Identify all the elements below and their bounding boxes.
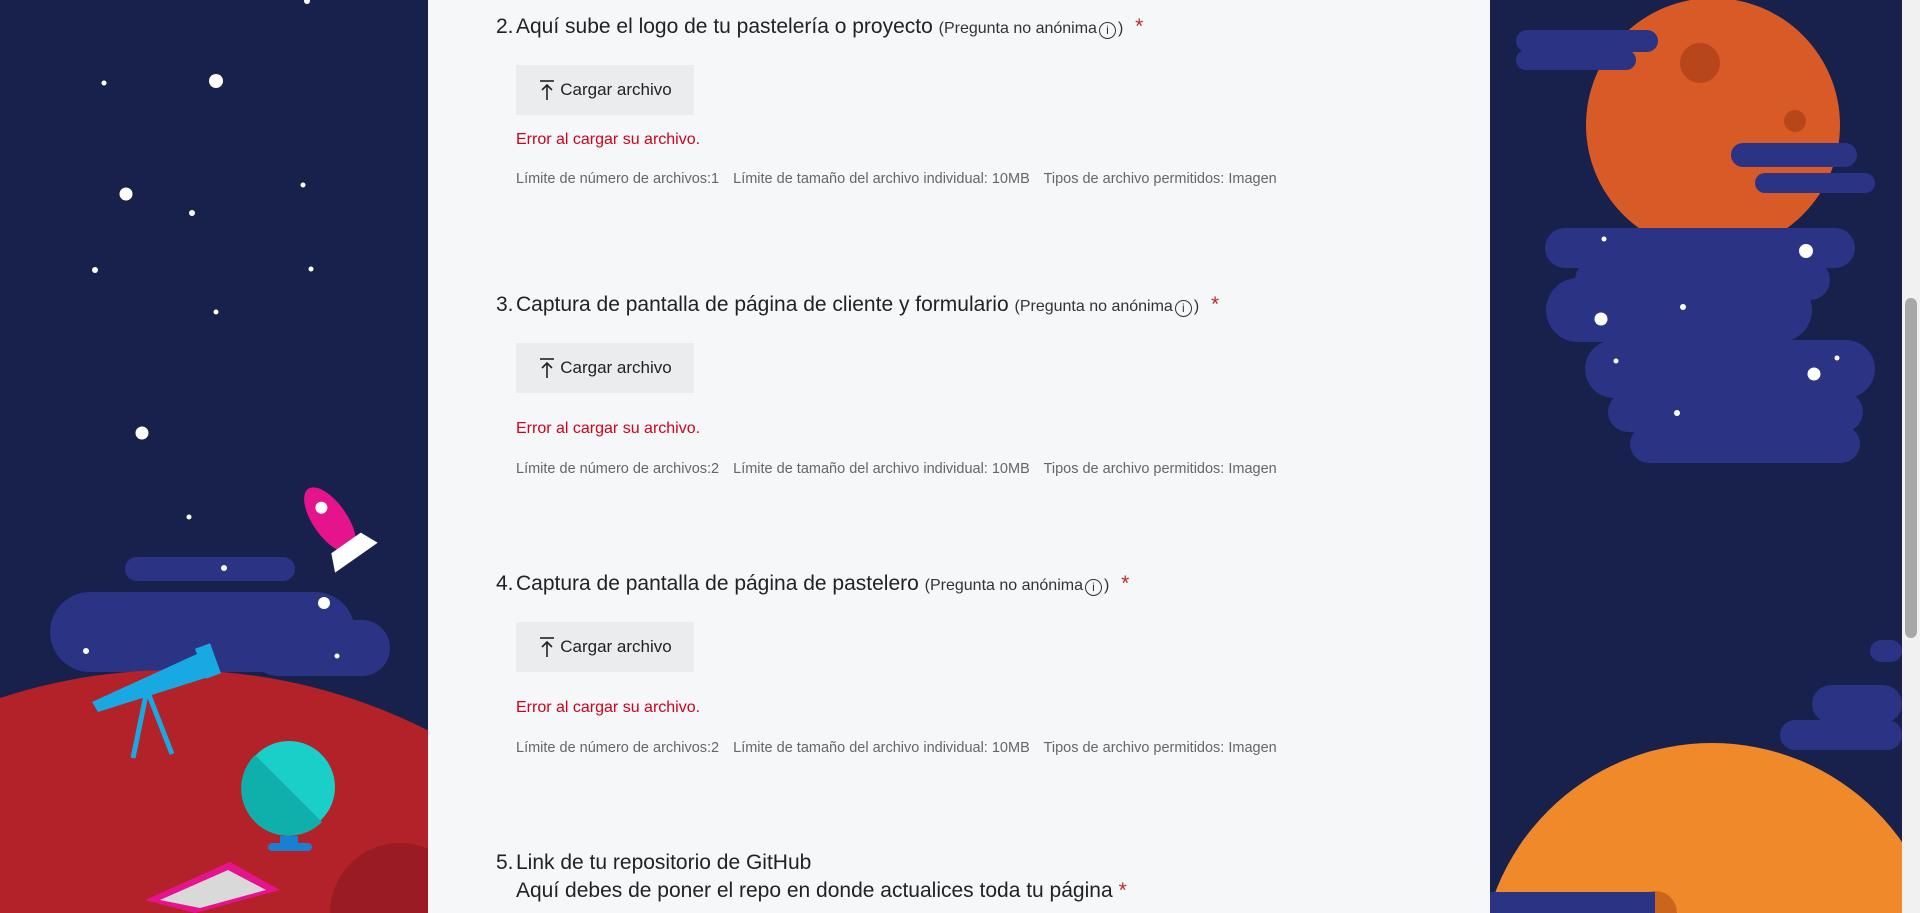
question-title: Captura de pantalla de página de pastelero <box>516 572 919 595</box>
file-size-limit: Límite de tamaño del archivo individual: 10MB <box>733 461 1030 477</box>
upload-error-message: Error al cargar su archivo. <box>516 131 701 148</box>
file-count-limit: Límite de número de archivos:1 <box>516 171 720 187</box>
upload-file-button[interactable] <box>516 65 694 115</box>
form-panel <box>428 0 1490 913</box>
file-type-limit: Tipos de archivo permitidos: Imagen <box>1043 461 1277 477</box>
question-title: Link de tu repositorio de GitHub <box>516 851 812 874</box>
file-type-limit: Tipos de archivo permitidos: Imagen <box>1043 171 1277 187</box>
required-marker: * <box>1121 572 1130 595</box>
required-marker: * <box>1118 879 1127 902</box>
info-icon[interactable]: i <box>1099 22 1116 39</box>
upload-limits <box>516 171 1287 187</box>
upload-arrow-icon <box>538 79 556 101</box>
question-title: Captura de pantalla de página de cliente y formulario <box>516 293 1009 316</box>
question-number: 2. <box>496 15 514 38</box>
scrollbar-thumb[interactable] <box>1905 298 1917 638</box>
upload-button-label: Cargar archivo <box>560 80 672 99</box>
non-anonymous-note: (Pregunta no anónima i ) <box>938 20 1124 37</box>
required-marker: * <box>1135 15 1144 38</box>
question-number: 4. <box>496 572 514 595</box>
info-icon[interactable]: i <box>1175 300 1192 317</box>
upload-limits <box>516 740 1287 756</box>
question-number: 3. <box>496 293 514 316</box>
required-marker: * <box>1211 293 1220 316</box>
upload-error-message: Error al cargar su archivo. <box>516 699 701 716</box>
upload-file-button[interactable] <box>516 343 694 393</box>
upload-button-label: Cargar archivo <box>560 358 672 377</box>
upload-arrow-icon <box>538 357 556 379</box>
file-count-limit: Límite de número de archivos:2 <box>516 740 720 756</box>
upload-error-message: Error al cargar su archivo. <box>516 420 701 437</box>
non-anonymous-note: (Pregunta no anónima i ) <box>924 577 1110 594</box>
file-size-limit: Límite de tamaño del archivo individual: 10MB <box>733 740 1030 756</box>
upload-file-button[interactable] <box>516 622 694 672</box>
non-anonymous-note: (Pregunta no anónima i ) <box>1014 298 1200 315</box>
file-size-limit: Límite de tamaño del archivo individual: 10MB <box>733 171 1030 187</box>
question-title: Aquí sube el logo de tu pastelería o proyecto <box>516 15 933 38</box>
file-type-limit: Tipos de archivo permitidos: Imagen <box>1043 740 1277 756</box>
file-count-limit: Límite de número de archivos:2 <box>516 461 720 477</box>
question-number: 5. <box>496 851 514 874</box>
info-icon[interactable]: i <box>1085 579 1102 596</box>
question-subtitle: Aquí debes de poner el repo en donde actualices toda tu página <box>516 879 1113 902</box>
page-scrollbar[interactable] <box>1902 0 1920 913</box>
upload-arrow-icon <box>538 636 556 658</box>
upload-button-label: Cargar archivo <box>560 637 672 656</box>
question-subtitle-row <box>516 879 1127 903</box>
upload-limits <box>516 461 1287 477</box>
